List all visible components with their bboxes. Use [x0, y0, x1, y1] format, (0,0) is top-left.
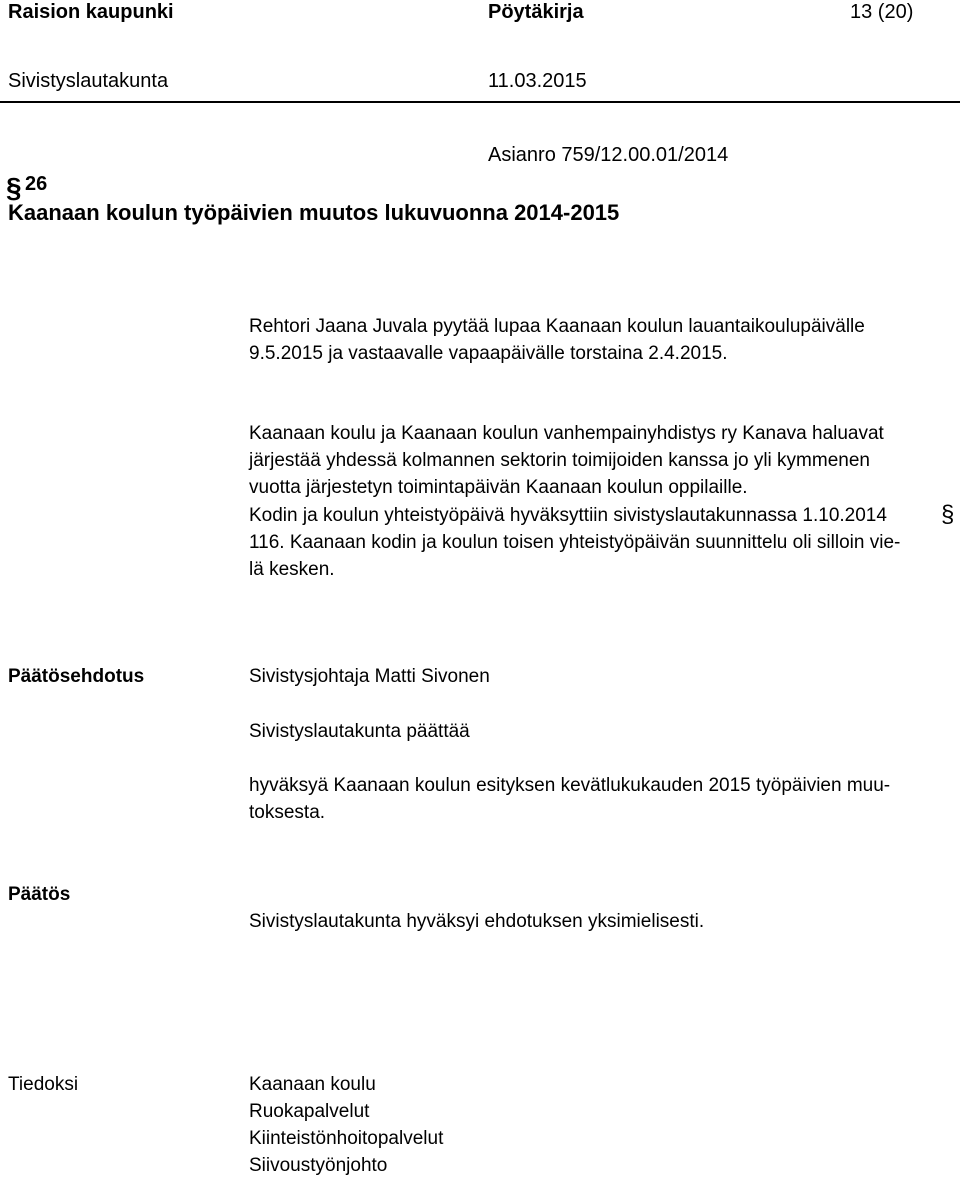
section-sign-icon: [6, 171, 22, 203]
svg-text:§: §: [941, 501, 955, 528]
section-reference-icon: [941, 500, 955, 528]
paragraph-line: 9.5.2015 ja vastaavalle vapaapäivälle torstaina 2.4.2015.: [249, 343, 728, 364]
proposal-author: Sivistysjohtaja Matti Sivonen: [249, 666, 490, 687]
list-item: Siivoustyönjohto: [249, 1155, 388, 1176]
municipality-name: Raision kaupunki: [8, 1, 174, 23]
decision-text: Sivistyslautakunta hyväksyi ehdotuksen yksimielisesti.: [249, 911, 705, 932]
paragraph-background: [249, 420, 954, 501]
section-number: 26: [25, 173, 48, 195]
paragraph-line: Rehtori Jaana Juvala pyytää lupaa Kaanaan koulun lauantaikoulupäivälle: [249, 316, 865, 337]
committee-name: Sivistyslautakunta: [8, 70, 169, 92]
proposal-label: Päätösehdotus: [8, 666, 145, 687]
proposal-statement: Sivistyslautakunta päättää: [249, 721, 470, 742]
document-type: Pöytäkirja: [488, 1, 584, 23]
paragraph-request: [249, 313, 954, 367]
item-title: Kaanaan koulun työpäivien muutos lukuvuonna 2014-2015: [8, 200, 620, 225]
header-rule: [0, 101, 960, 103]
svg-text:§: §: [6, 172, 22, 203]
list-item: Kaanaan koulu: [249, 1074, 376, 1095]
proposal-text: [249, 772, 954, 826]
paragraph-line: toksesta.: [249, 802, 326, 823]
paragraph-history: [249, 502, 954, 583]
list-item: Kiinteistönhoitopalvelut: [249, 1128, 444, 1149]
distribution-label: Tiedoksi: [8, 1074, 79, 1095]
list-item: Ruokapalvelut: [249, 1101, 370, 1122]
paragraph-line: hyväksyä Kaanaan koulun esityksen kevätlukukauden 2015 työpäivien muu-: [249, 775, 891, 796]
paragraph-line: vuotta järjestetyn toimintapäivän Kaanaan koulun oppilaille.: [249, 477, 748, 498]
paragraph-line: Kodin ja koulun yhteistyöpäivä hyväksyttiin sivistyslautakunnassa 1.10.2014: [249, 505, 887, 526]
paragraph-line: järjestää yhdessä kolmannen sektorin toimijoiden kanssa jo yli kymmenen: [249, 450, 870, 471]
meeting-date: 11.03.2015: [488, 70, 587, 92]
decision-label: Päätös: [8, 884, 71, 905]
paragraph-line: lä kesken.: [249, 559, 335, 580]
distribution-list: [249, 1071, 443, 1179]
case-number: Asianro 759/12.00.01/2014: [488, 144, 729, 166]
paragraph-line: Kaanaan koulu ja Kaanaan koulun vanhempainyhdistys ry Kanava haluavat: [249, 423, 884, 444]
page-number: 13 (20): [850, 1, 914, 23]
paragraph-line: 116. Kaanaan kodin ja koulun toisen yhteistyöpäivän suunnittelu oli silloin vie-: [249, 532, 901, 553]
